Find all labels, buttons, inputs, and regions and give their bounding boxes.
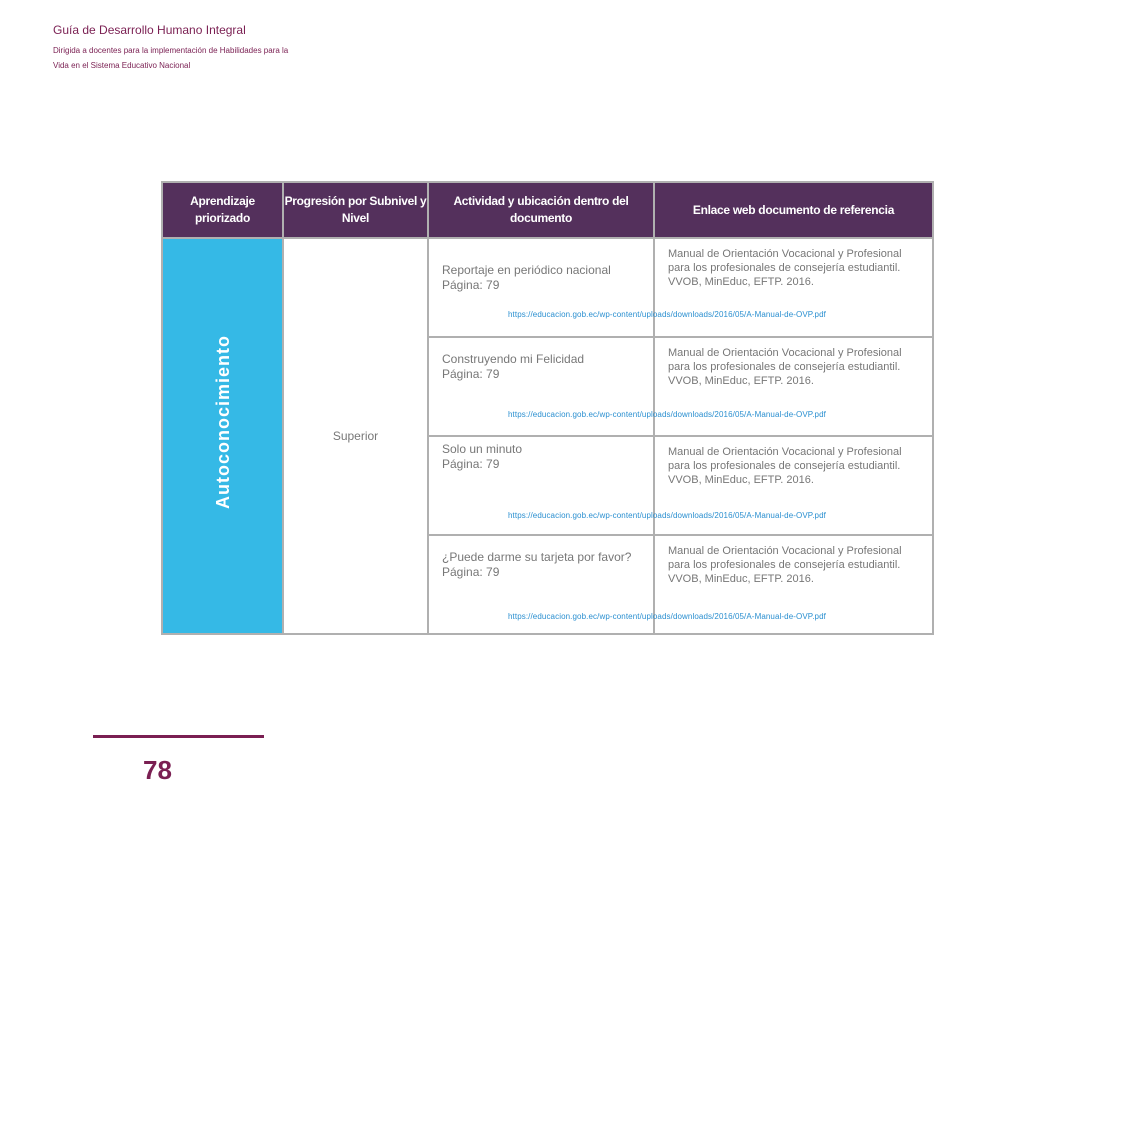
activity-cell <box>428 436 654 535</box>
topic-cell <box>162 238 283 634</box>
activity-page: Página: 79 <box>442 367 500 381</box>
header-activity: Actividad y ubicación dentro del documento <box>428 182 654 238</box>
reference-text: Manual de Orientación Vocacional y Profesional para los profesionales de consejería estudiantil. VVOB, MinEduc, EFTP. 2016. <box>668 446 902 486</box>
header-reference-link: Enlace web documento de referencia <box>654 182 933 238</box>
activity-page: Página: 79 <box>442 565 500 579</box>
table-header-row <box>162 182 933 238</box>
reference-link[interactable]: https://educacion.gob.ec/wp-content/uploads/downloads/2016/05/A-Manual-de-OVP.pdf <box>508 511 826 520</box>
activity-name: Reportaje en periódico nacional <box>442 263 611 277</box>
activity-cell <box>428 238 654 337</box>
reference-link[interactable]: https://educacion.gob.ec/wp-content/uploads/downloads/2016/05/A-Manual-de-OVP.pdf <box>508 310 826 319</box>
reference-cell <box>654 238 933 337</box>
activity-page: Página: 79 <box>442 278 500 292</box>
reference-link[interactable]: https://educacion.gob.ec/wp-content/uploads/downloads/2016/05/A-Manual-de-OVP.pdf <box>508 612 826 621</box>
activity-page: Página: 79 <box>442 457 500 471</box>
learning-table <box>161 181 934 635</box>
table-row <box>162 238 933 337</box>
activity-name: ¿Puede darme su tarjeta por favor? <box>442 550 632 564</box>
topic-label: Autoconocimiento <box>212 334 233 509</box>
page-header <box>53 22 293 73</box>
page-number: 78 <box>143 755 172 785</box>
level-cell: Superior <box>283 238 428 634</box>
reference-link[interactable]: https://educacion.gob.ec/wp-content/uploads/downloads/2016/05/A-Manual-de-OVP.pdf <box>508 410 826 419</box>
header-progression: Progresión por Subnivel y Nivel <box>283 182 428 238</box>
reference-text: Manual de Orientación Vocacional y Profesional para los profesionales de consejería estudiantil. VVOB, MinEduc, EFTP. 2016. <box>668 545 902 585</box>
document-subtitle: Dirigida a docentes para la implementación de Habilidades para la Vida en el Sistema Educativo Nacional <box>53 46 289 70</box>
page-number-rule <box>93 735 264 738</box>
activity-cell <box>428 337 654 436</box>
activity-name: Construyendo mi Felicidad <box>442 352 585 366</box>
activity-name: Solo un minuto <box>442 442 523 456</box>
reference-text: Manual de Orientación Vocacional y Profesional para los profesionales de consejería estudiantil. VVOB, MinEduc, EFTP. 2016. <box>668 248 902 288</box>
reference-cell <box>654 337 933 436</box>
reference-text: Manual de Orientación Vocacional y Profesional para los profesionales de consejería estudiantil. VVOB, MinEduc, EFTP. 2016. <box>668 347 902 387</box>
reference-cell <box>654 436 933 535</box>
header-learning: Aprendizaje priorizado <box>162 182 283 238</box>
document-title: Guía de Desarrollo Humano Integral <box>53 23 246 37</box>
